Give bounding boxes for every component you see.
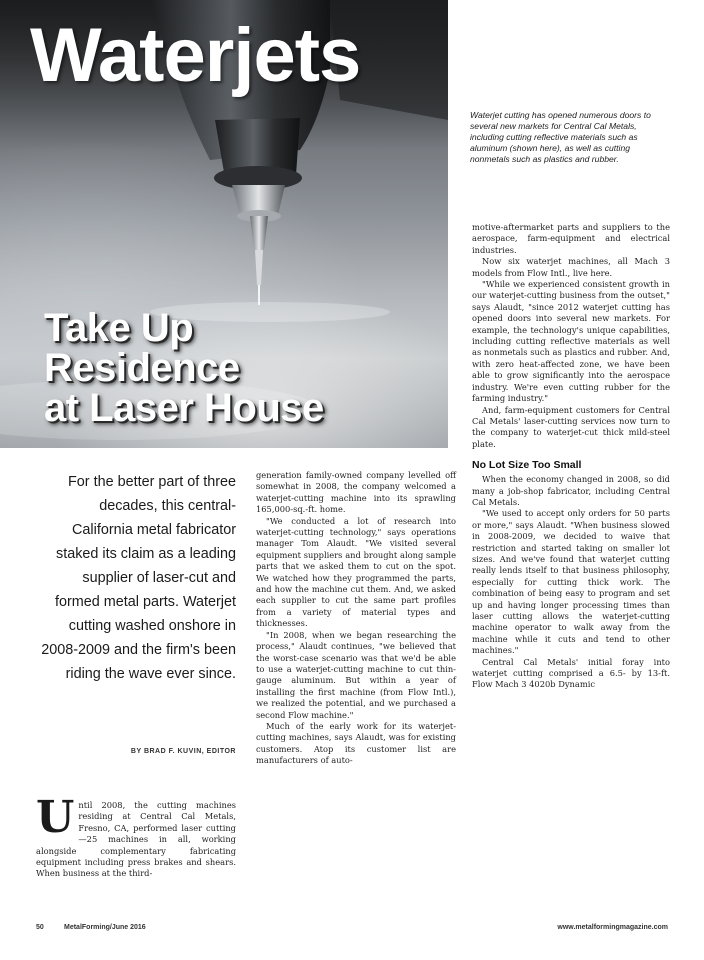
byline: BY BRAD F. KUVIN, EDITOR (130, 748, 236, 755)
website-url: www.metalformingmagazine.com (557, 924, 668, 931)
paragraph-text: ntil 2008, the cutting machines residing at Central Cal Metals, Fresno, CA, performed laser cutting—25 machines in all, working alongside complementary fabricating equipment including press brakes and shears. When business at the third- (36, 800, 236, 879)
body-paragraph: When the economy changed in 2008, so did many a job-shop fabricator, including Central Cal Metals. (472, 474, 670, 507)
page-footer (36, 924, 668, 938)
publication-issue: MetalForming/June 2016 (64, 924, 146, 931)
hero-photo (0, 0, 448, 448)
article-deck: For the better part of three decades, this central-California metal fabricator staked its claim as a leading supplier of laser-cut and formed metal parts. Waterjet cutting washed onshore in 2008-2009 and the firm's been riding the wave ever since. (41, 474, 236, 682)
subtitle-line: Take Up (44, 306, 194, 350)
body-column-2 (256, 470, 456, 767)
body-paragraph: Now six waterjet machines, all Mach 3 models from Flow Intl., live here. (472, 256, 670, 278)
body-paragraph: Central Cal Metals' initial foray into waterjet cutting comprised a 6.5- by 13-ft. Flow Mach 3 4020b Dynamic (472, 656, 670, 690)
body-column-1 (36, 792, 236, 880)
subtitle-line: at Laser House (44, 386, 324, 430)
article-title: Waterjets (30, 13, 361, 98)
body-paragraph: And, farm-equipment customers for Central Cal Metals' laser-cutting services now turn to the company to waterjet-cut thick mild-steel plate. (472, 404, 670, 449)
body-paragraph: "While we experienced consistent growth in our waterjet-cutting business from the outset," says Alaudt, "since 2012 waterjet cutting has opened doors into several new markets. For example, the technology's unique capabilities, including cutting reflective materials as well as nonmetals such as plastics and rubber. And, with zero heat-affected zone, we have been able to grow significantly into the aerospace industry. We're even cutting rubber for the farming industry." (472, 279, 670, 404)
body-paragraph: "We used to accept only orders for 50 parts or more," says Alaudt. "When business slowed in 2008-2009, we decided to waive that restriction and started taking on smaller lot sizes. And we've found that waterjet cutting really lends itself to that business philosophy, especially for cutting thick work. The combination of being easy to program and set up and having longer processing times than laser cutting allows the waterjet-cutting machine operator to walk away from the machine while it cuts and tend to other machines." (472, 508, 670, 656)
body-paragraph: "In 2008, when we began researching the process," Alaudt continues, "we believed that the worst-case scenario was that we'd be able to use a waterjet-cutting machine to cut thin-gauge aluminum. But within a year of installing the first machine (from Flow Intl.), we realized the potential, and we purchased a second Flow machine." (256, 629, 456, 720)
body-paragraph: motive-aftermarket parts and suppliers to the aerospace, farm-equipment and electrical industries. (472, 222, 670, 255)
body-column-3 (472, 222, 670, 691)
subtitle-line: Residence (44, 346, 240, 390)
body-paragraph: "We conducted a lot of research into waterjet-cutting technology," says operations manager Tom Alaudt. "We visited several equipment suppliers and brought along sample parts that we asked them to cut on the spot. We watched how they programmed the parts, and how the machine cut them. And, we asked each supplier to cut the same part profiles from a variety of material types and thicknesses. (256, 515, 456, 629)
page-number: 50 (36, 924, 44, 931)
body-paragraph (36, 792, 236, 880)
body-paragraph: Much of the early work for its waterjet-cutting machines, says Alaudt, was for existing customers. Atop its customer list are manufacturers of auto- (256, 720, 456, 766)
photo-caption: Waterjet cutting has opened numerous doors to several new markets for Central Cal Metals, including cutting reflective materials such as aluminum (shown here), as well as cutting nonmetals such as plastics and rubber. (470, 110, 651, 164)
section-subhead: No Lot Size Too Small (472, 459, 582, 472)
article-subtitle (44, 308, 444, 428)
body-paragraph: generation family-owned company levelled off somewhat in 2008, the company welcomed a waterjet-cutting machine into its sprawling 165,000-sq.-ft. home. (256, 470, 456, 515)
drop-cap: U (36, 792, 75, 843)
